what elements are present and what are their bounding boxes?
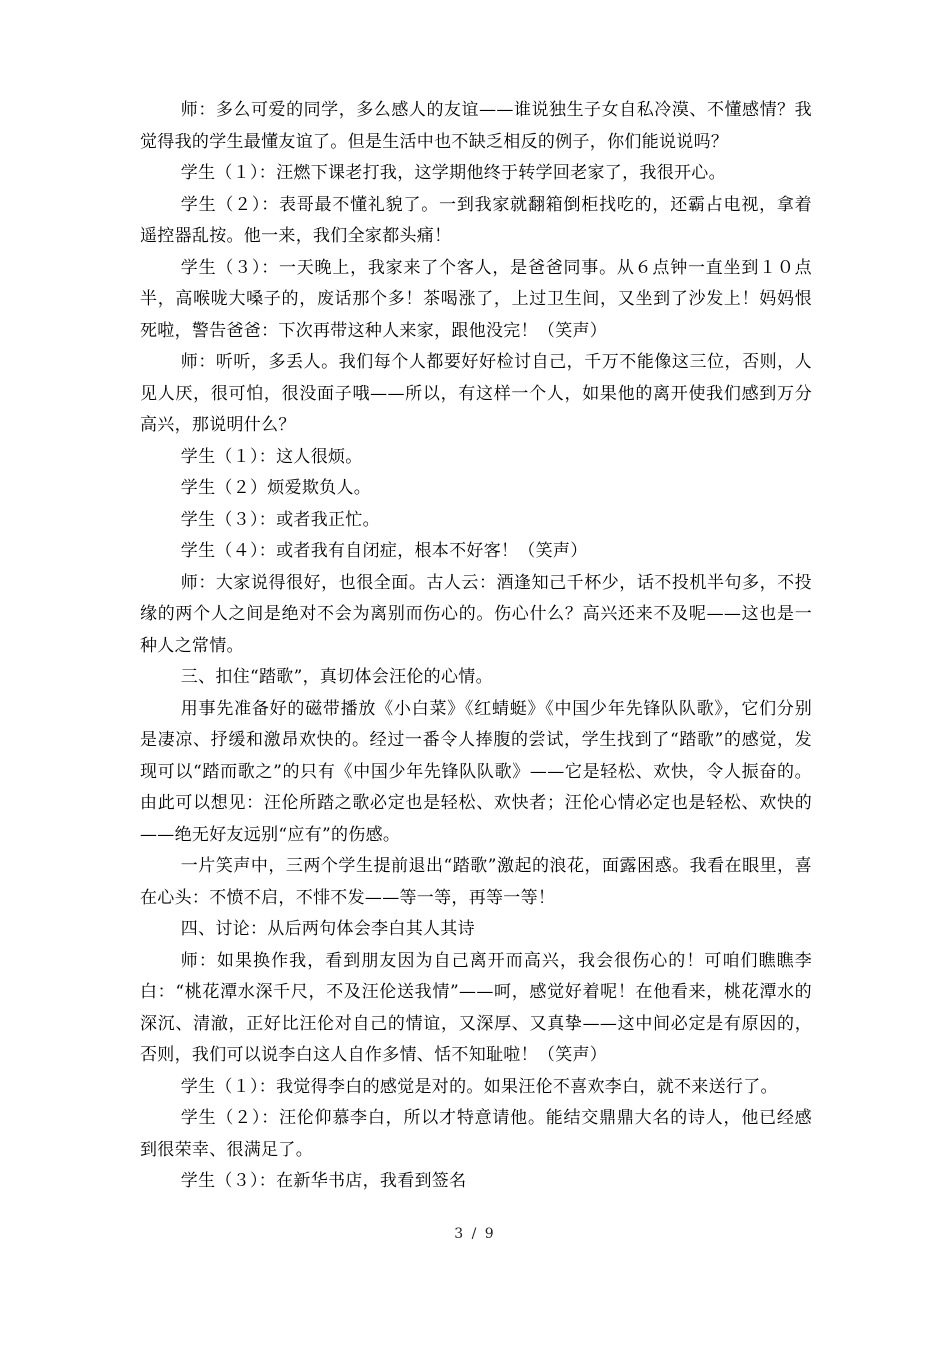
section-heading: 四、讨论：从后两句体会李白其人其诗 bbox=[180, 919, 475, 939]
paragraph: 学生（３）：或者我正忙。 bbox=[180, 509, 380, 530]
page-number: 3 / 9 bbox=[454, 1226, 496, 1242]
paragraph: 学生（２）烦爱欺负人。 bbox=[180, 478, 372, 498]
paragraph: 师：听听，多丢人。我们每个人都要好好检讨自己，千万不能像这三位，否则，人见人厌，很可怕，很没面子哦——所以，有这样一个人，如果他的离开使我们感到万分高兴，那说明什么？ bbox=[140, 352, 812, 435]
paragraph: 师：如果换作我，看到朋友因为自己离开而高兴，我会很伤心的！可咱们瞧瞧李白：“桃花潭水深千尺，不及汪伦送我情”——呵，感觉好着呢！在他看来，桃花潭水的深沉、清澈，正好比汪伦对自己的情谊，又深厚、又真挚——这中间必定是有原因的，否则，我们可以说李白这人自作多情、恬不知耻啦！（笑声） bbox=[140, 950, 812, 1065]
paragraph: 师：大家说得很好，也很全面。古人云：酒逢知己千杯少，话不投机半句多，不投缘的两个人之间是绝对不会为离别而伤心的。伤心什么？高兴还来不及呢——这也是一种人之常情。 bbox=[140, 572, 812, 656]
paragraph: 学生（３）：在新华书店，我看到签名 bbox=[180, 1171, 467, 1191]
paragraph: 学生（２）：汪伦仰慕李白，所以才特意请他。能结交鼎鼎大名的诗人，他已经感到很荣幸、很满足了。 bbox=[140, 1108, 812, 1160]
paragraph: 学生（３）：一天晚上，我家来了个客人，是爸爸同事。从６点钟一直坐到１０点半，高喉咙大嗓子的，废话那个多！茶喝涨了，上过卫生间，又坐到了沙发上！妈妈恨死啦，警告爸爸：下次再带这种人来家，跟他没完！（笑声） bbox=[140, 257, 812, 341]
paragraph: 学生（１）：这人很烦。 bbox=[180, 446, 363, 467]
section-heading: 三、扣住“踏歌”，真切体会汪伦的心情。 bbox=[180, 667, 493, 687]
paragraph: 学生（２）：表哥最不懂礼貌了。一到我家就翻箱倒柜找吃的，还霸占电视，拿着遥控器乱按。他一来，我们全家都头痛！ bbox=[140, 194, 812, 246]
paragraph: 用事先准备好的磁带播放《小白菜》《红蜻蜓》《中国少年先锋队队歌》，它们分别是凄凉、抒缓和激昂欢快的。经过一番令人捧腹的尝试，学生找到了“踏歌”的感觉，发现可以“踏而歌之”的只有《中国少年先锋队队歌》——它是轻松、欢快，令人振奋的。由此可以想见：汪伦所踏之歌必定也是轻松、欢快者；汪伦心情必定也是轻松、欢快的——绝无好友远别“应有”的伤感。 bbox=[140, 698, 812, 845]
paragraph: 学生（４）：或者我有自闭症，根本不好客！（笑声） bbox=[180, 541, 588, 561]
paragraph: 学生（１）：汪燃下课老打我，这学期他终于转学回老家了，我很开心。 bbox=[180, 163, 726, 183]
paragraph: 一片笑声中，三两个学生提前退出“踏歌”激起的浪花，面露困惑。我看在眼里，喜在心头：不愤不启，不悱不发——等一等，再等一等！ bbox=[140, 856, 812, 908]
paragraph: 师：多么可爱的同学，多么感人的友谊——谁说独生子女自私冷漠、不懂感情？我觉得我的学生最懂友谊了。但是生活中也不缺乏相反的例子，你们能说说吗？ bbox=[140, 100, 812, 152]
document-body bbox=[140, 95, 812, 1198]
paragraph: 学生（１）：我觉得李白的感觉是对的。如果汪伦不喜欢李白，就不来送行了。 bbox=[180, 1076, 778, 1097]
